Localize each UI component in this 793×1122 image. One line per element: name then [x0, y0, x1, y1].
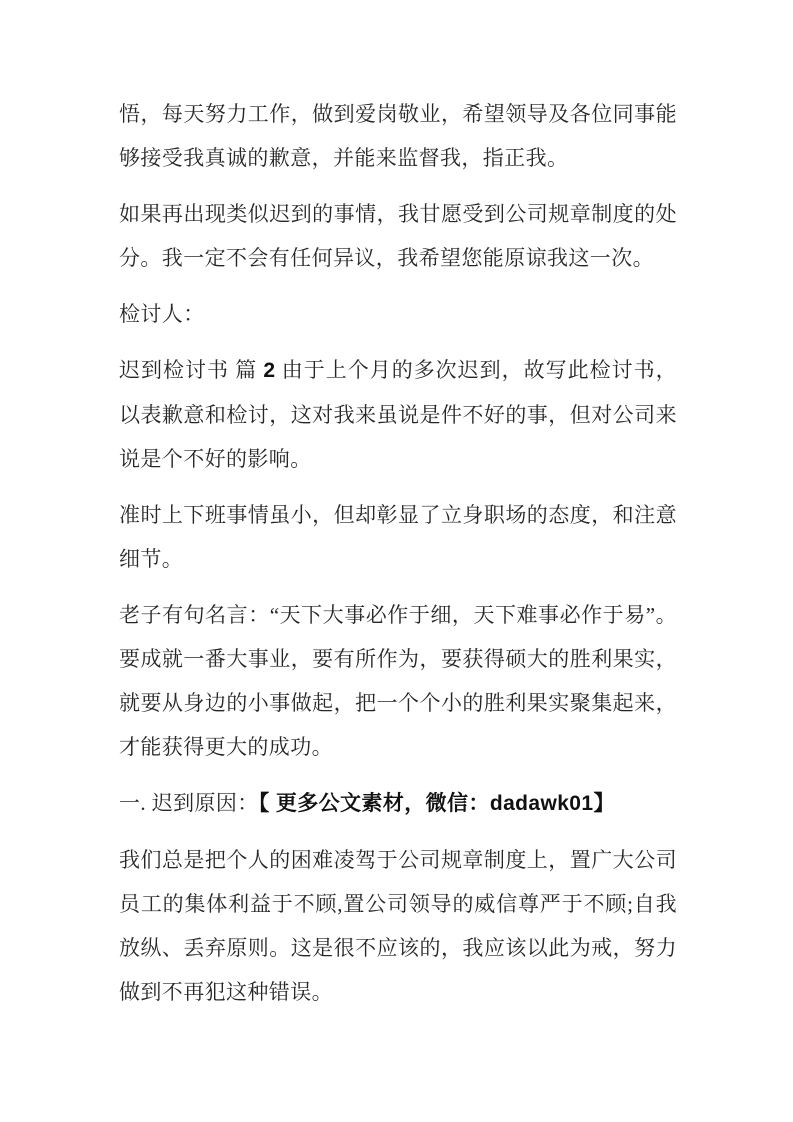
text-run: 一. 迟到原因：	[119, 791, 259, 815]
paragraph-apology-continuation	[119, 92, 677, 180]
text-run: 老子有句名言：“天下大事必作于细，天下难事必作于易”。要成就一番大事业，要有所作为，要获得硕大的胜利果实，就要从身边的小事做起，把一个个小的胜利果实聚集起来，才能获得更大的成功。	[119, 603, 677, 759]
paragraph-laozi-quote	[119, 593, 677, 769]
highlighted-text-run: 2	[263, 359, 276, 382]
text-run: 迟到检讨书 篇	[119, 358, 264, 382]
highlighted-text-run: dadawk01	[489, 792, 594, 815]
paragraph-reason-detail	[119, 838, 677, 1014]
text-run: 我们总是把个人的困难凌驾于公司规章制度上，置广大公司员工的集体利益于不顾,置公司领导的威信尊严于不顾;自我放纵、丢弃原则。这是很不应该的，我应该以此为戒，努力做到不再犯这种错误。	[119, 848, 677, 1004]
text-run: 由于上个月的多次迟到，故写此检讨书，以表歉意和检讨，这对我来虽说是件不好的事，但对公司来说是个不好的影响。	[119, 358, 677, 471]
paragraph-punctuality-attitude	[119, 493, 677, 581]
highlighted-text-run: 【 更多公文素材，微信：	[258, 792, 490, 815]
document-body	[119, 92, 677, 1014]
highlighted-text-run: 】	[593, 792, 615, 815]
text-run: 如果再出现类似迟到的事情，我甘愿受到公司规章制度的处分。我一定不会有任何异议，我希望您能原谅我这一次。	[119, 202, 677, 270]
heading-late-reason	[119, 781, 677, 826]
text-run: 悟，每天努力工作，做到爱岗敬业，希望领导及各位同事能够接受我真诚的歉意，并能来监督我，指正我。	[119, 102, 677, 170]
text-run: 检讨人：	[119, 302, 205, 326]
text-run: 准时上下班事情虽小，但却彰显了立身职场的态度，和注意细节。	[119, 503, 677, 571]
paragraph-signature-label	[119, 292, 677, 336]
paragraph-punishment-promise	[119, 192, 677, 280]
paragraph-chapter-2-intro	[119, 348, 677, 481]
